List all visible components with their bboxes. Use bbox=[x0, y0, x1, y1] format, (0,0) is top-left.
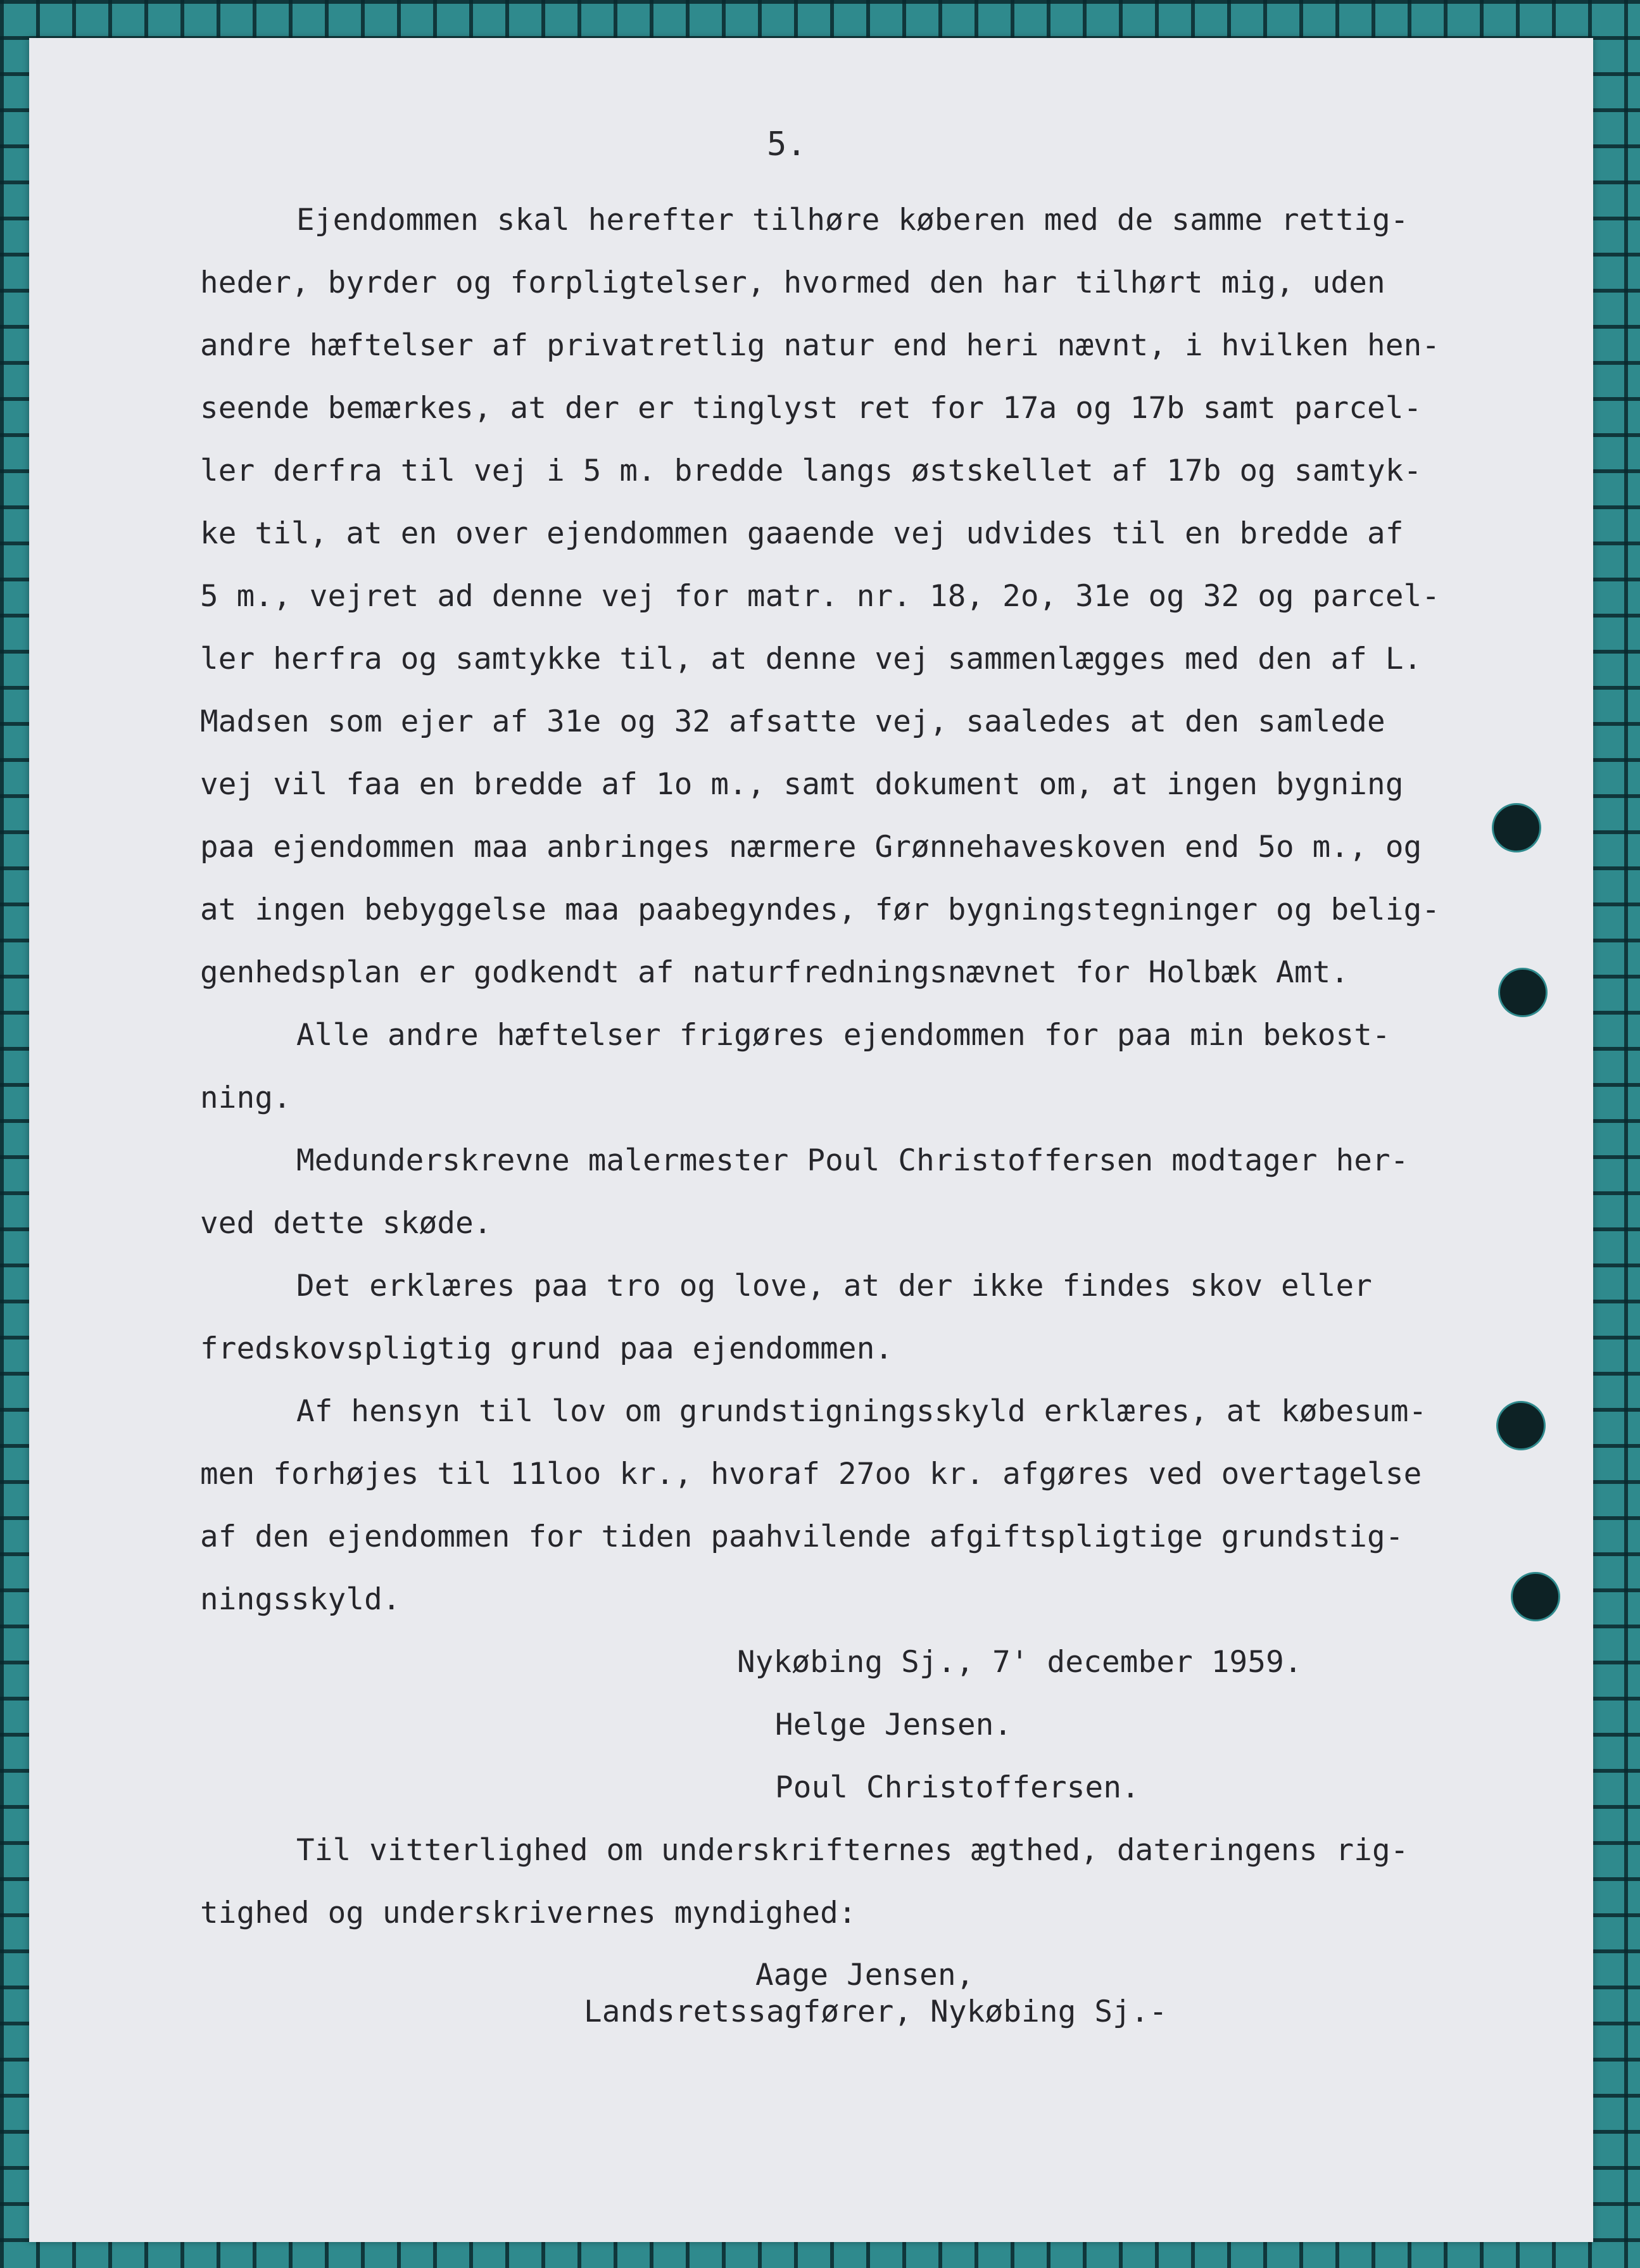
text-line: ler herfra og samtykke til, at denne vej sammenlægges med den af L. bbox=[200, 642, 1422, 676]
text-line: heder, byrder og forpligtelser, hvormed den har tilhørt mig, uden bbox=[200, 265, 1385, 300]
witness-title: Landsretssagfører, Nykøbing Sj.- bbox=[584, 1994, 1168, 2029]
text-line: genhedsplan er godkendt af naturfredningsnævnet for Holbæk Amt. bbox=[200, 955, 1349, 990]
attestation-text bbox=[200, 1819, 1530, 1944]
signer-poul-christoffersen: Poul Christoffersen. bbox=[775, 1770, 1140, 1805]
place-and-date: Nykøbing Sj., 7' december 1959. bbox=[737, 1645, 1303, 1680]
text-line: men forhøjes til 11loo kr., hvoraf 27oo kr. afgøres ved overtagelse bbox=[200, 1457, 1422, 1492]
text-line: Alle andre hæftelser frigøres ejendommen for paa min bekost- bbox=[296, 1018, 1391, 1053]
deed-text bbox=[200, 189, 1530, 1631]
text-line: ler derfra til vej i 5 m. bredde langs østskellet af 17b og samtyk- bbox=[200, 453, 1422, 488]
text-line: ke til, at en over ejendommen gaaende vej udvides til en bredde af bbox=[200, 516, 1404, 551]
text-line: Det erklæres paa tro og love, at der ikke findes skov eller bbox=[296, 1269, 1373, 1303]
document-page bbox=[29, 38, 1593, 2242]
signer-helge-jensen: Helge Jensen. bbox=[775, 1707, 1012, 1742]
text-line: ved dette skøde. bbox=[200, 1206, 492, 1241]
text-line: ningsskyld. bbox=[200, 1582, 401, 1617]
text-line: Af hensyn til lov om grundstigningsskyld erklæres, at købesum- bbox=[296, 1394, 1427, 1429]
witness-name: Aage Jensen, bbox=[755, 1958, 975, 1992]
text-line: ning. bbox=[200, 1080, 291, 1115]
text-line: Ejendommen skal herefter tilhøre køberen med de samme rettig- bbox=[296, 203, 1409, 238]
text-line: andre hæftelser af privatretlig natur end heri nævnt, i hvilken hen- bbox=[200, 328, 1441, 363]
text-line: 5 m., vejret ad denne vej for matr. nr. 18, 2o, 31e og 32 og parcel- bbox=[200, 579, 1441, 614]
page-number: 5. bbox=[767, 125, 807, 163]
text-line: at ingen bebyggelse maa paabegyndes, før bygningstegninger og belig- bbox=[200, 892, 1441, 927]
text-line: Medunderskrevne malermester Poul Christoffersen modtager her- bbox=[296, 1143, 1409, 1178]
text-line: paa ejendommen maa anbringes nærmere Grønnehaveskoven end 5o m., og bbox=[200, 830, 1422, 865]
text-line: vej vil faa en bredde af 1o m., samt dokument om, at ingen bygning bbox=[200, 767, 1404, 802]
text-line: fredskovspligtig grund paa ejendommen. bbox=[200, 1331, 893, 1366]
attestation-line: tighed og underskrivernes myndighed: bbox=[200, 1896, 857, 1930]
text-line: af den ejendommen for tiden paahvilende afgiftspligtige grundstig- bbox=[200, 1519, 1404, 1554]
text-line: Madsen som ejer af 31e og 32 afsatte vej, saaledes at den samlede bbox=[200, 704, 1385, 739]
text-line: seende bemærkes, at der er tinglyst ret for 17a og 17b samt parcel- bbox=[200, 391, 1422, 426]
attestation-line: Til vitterlighed om underskrifternes ægthed, dateringens rig- bbox=[296, 1833, 1409, 1868]
document-body bbox=[200, 189, 1530, 2030]
